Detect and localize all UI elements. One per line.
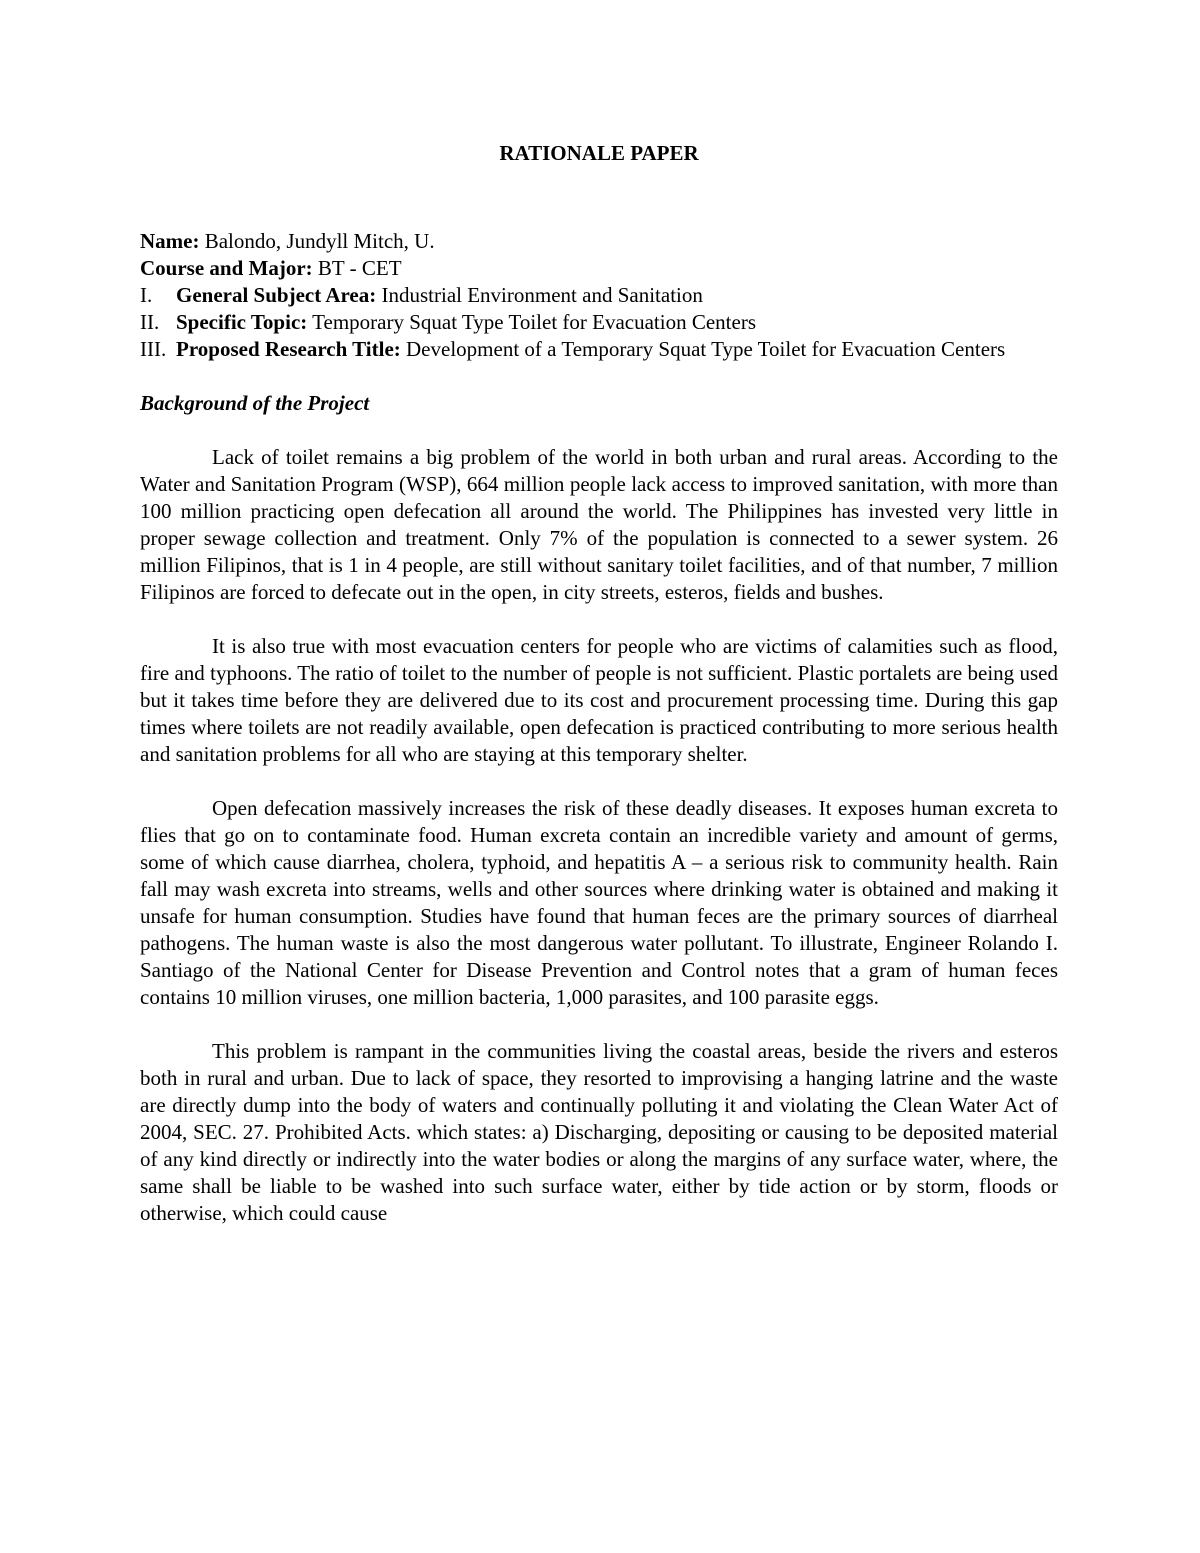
outline-label: Proposed Research Title: — [176, 337, 401, 361]
outline-number: II. — [140, 310, 160, 334]
outline-value: Development of a Temporary Squat Type Toilet for Evacuation Centers — [406, 337, 1006, 361]
outline-list — [140, 282, 1058, 363]
paragraph: This problem is rampant in the communities living the coastal areas, beside the rivers and esteros both in rural and urban. Due to lack of space, they resorted to improvising a hanging latrine and the waste are directly dump into the body of waters and continually polluting it and violating the Clean Water Act of 2004, SEC. 27. Prohibited Acts. which states: a) Discharging, depositing or causing to be deposited material of any kind directly or indirectly into the water bodies or along the margins of any surface water, where, the same shall be liable to be washed into such surface water, either by tide action or by storm, floods or otherwise, which could cause — [140, 1039, 1058, 1225]
outline-item-subject-area — [140, 282, 1058, 309]
outline-item-research-title — [140, 336, 1058, 363]
outline-item-specific-topic — [140, 309, 1058, 336]
section-heading: Background of the Project — [140, 391, 370, 415]
paragraph: Lack of toilet remains a big problem of the world in both urban and rural areas. According to the Water and Sanitation Program (WSP), 664 million people lack access to improved sanitation, with more than 100 million practicing open defecation all around the world. The Philippines has invested very little in proper sewage collection and treatment. Only 7% of the population is connected to a sewer system. 26 million Filipinos, that is 1 in 4 people, are still without sanitary toilet facilities, and of that number, 7 million Filipinos are forced to defecate out in the open, in city streets, esteros, fields and bushes. — [140, 445, 1058, 604]
body-text — [140, 444, 1058, 1227]
course-line — [140, 255, 1058, 282]
document-page — [140, 140, 1058, 1227]
outline-label: Specific Topic: — [176, 310, 308, 334]
outline-label: General Subject Area: — [176, 283, 377, 307]
outline-value: Temporary Squat Type Toilet for Evacuation Centers — [312, 310, 757, 334]
paragraph: It is also true with most evacuation centers for people who are victims of calamities such as flood, fire and typhoons. The ratio of toilet to the number of people is not sufficient. Plastic portalets are being used but it takes time before they are delivered due to its cost and procurement processing time. During this gap times where toilets are not readily available, open defecation is practiced contributing to more serious health and sanitation problems for all who are staying at this temporary shelter. — [140, 634, 1058, 766]
outline-value: Industrial Environment and Sanitation — [381, 283, 703, 307]
paragraph: Open defecation massively increases the risk of these deadly diseases. It exposes human excreta to flies that go on to contaminate food. Human excreta contain an incredible variety and amount of germs, some of which cause diarrhea, cholera, typhoid, and hepatitis A – a serious risk to community health. Rain fall may wash excreta into streams, wells and other sources where drinking water is obtained and making it unsafe for human consumption. Studies have found that human feces are the primary sources of diarrheal pathogens. The human waste is also the most dangerous water pollutant. To illustrate, Engineer Rolando I. Santiago of the National Center for Disease Prevention and Control notes that a gram of human feces contains 10 million viruses, one million bacteria, 1,000 parasites, and 100 parasite eggs. — [140, 796, 1058, 1009]
outline-number: III. — [140, 337, 167, 361]
name-label: Name: — [140, 229, 200, 253]
document-title: RATIONALE PAPER — [499, 141, 699, 165]
name-value: Balondo, Jundyll Mitch, U. — [204, 229, 435, 253]
course-value: BT - CET — [317, 256, 402, 280]
course-label: Course and Major: — [140, 256, 313, 280]
outline-number: I. — [140, 283, 153, 307]
name-line — [140, 228, 1058, 255]
